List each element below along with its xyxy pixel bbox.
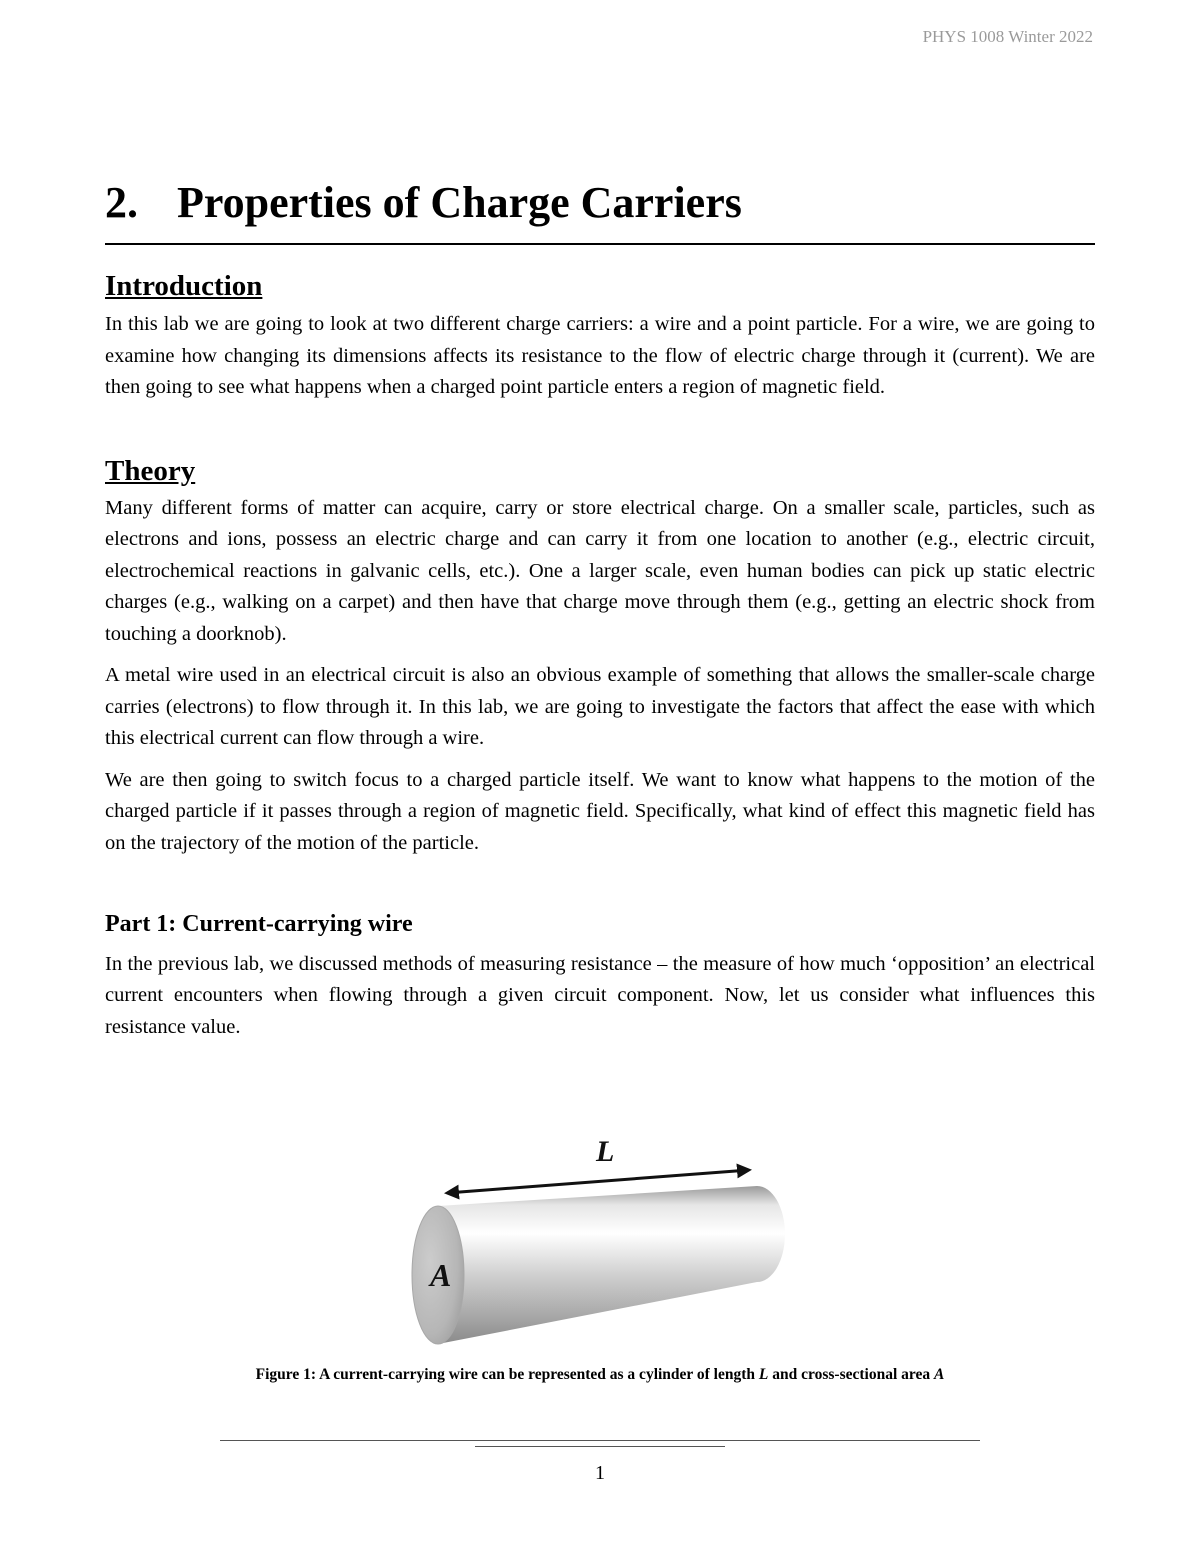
page-number: 1 [595, 1462, 605, 1484]
area-label: A [430, 1257, 452, 1293]
footer-divider [220, 1440, 980, 1441]
chapter-title-text: Properties of Charge Carriers [177, 178, 742, 227]
part1-paragraph: In the previous lab, we discussed methods of measuring resistance – the measure of how much ‘opposition’ an electrical current encounters when flowing through a given circuit component. Now, let us consider what influences this resistance value. [105, 952, 1095, 1038]
theory-heading: Theory [105, 454, 196, 487]
part1-heading: Part 1: Current-carrying wire [105, 911, 413, 938]
footer-divider-short [475, 1446, 725, 1447]
theory-paragraph-2: A metal wire used in an electrical circuit is also an obvious example of something that allows the smaller-scale charge carries (electrons) to flow through it. In this lab, we are going to investigate the factors that affect the ease with which this electrical current can flow through a wire. [105, 664, 1095, 750]
introduction-paragraph: In this lab we are going to look at two different charge carriers: a wire and a point particle. For a wire, we are going to examine how changing its dimensions affects its resistance to the flow of electric charge through it (current). We are then going to see what happens when a charged point particle enters a region of magnetic field. [105, 313, 1095, 399]
cylinder-body [438, 1186, 785, 1344]
length-label: L [596, 1135, 615, 1168]
theory-paragraph-1: Many different forms of matter can acquire, carry or store electrical charge. On a smaller scale, particles, such as electrons and ions, possess an electric charge and can carry it from one location to another (e.g., electric circuit, electrochemical reactions in galvanic cells, etc.). One a larger scale, even human bodies can pick up static electric charges (e.g., walking on a carpet) and then have that charge move through them (e.g., getting an electric shock from touching a doorknob). [105, 496, 1095, 645]
wire-cylinder-figure [405, 1130, 805, 1350]
figure-caption: Figure 1: A current-carrying wire can be represented as a cylinder of length L and cross-sectional area A [255, 1366, 945, 1383]
chapter-number: 2. [105, 178, 138, 227]
page-header: PHYS 1008 Winter 2022 [922, 27, 1093, 46]
chapter-title [105, 178, 1095, 245]
theory-paragraph-3: We are then going to switch focus to a charged particle itself. We want to know what happens to the motion of the charged particle if it passes through a region of magnetic field. Specifically, what kind of effect this magnetic field has on the trajectory of the motion of the particle. [105, 768, 1095, 854]
document-body [105, 178, 1095, 1043]
introduction-heading: Introduction [105, 269, 263, 302]
